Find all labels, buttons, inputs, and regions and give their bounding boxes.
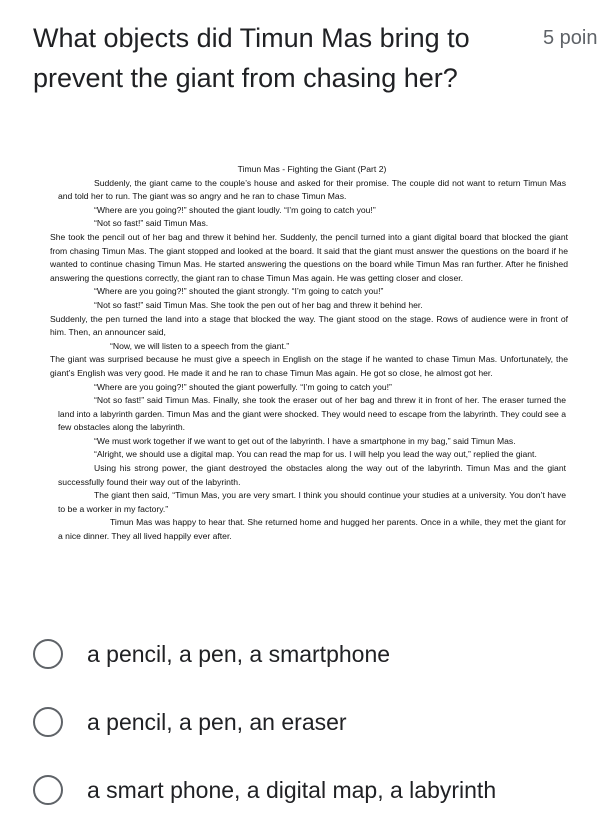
option-label: a pencil, a pen, an eraser (87, 708, 347, 735)
passage-paragraph: The giant then said, “Timun Mas, you are very smart. I think you should continue your studies at a university. You don’t have to be a worker in my factory.” (58, 490, 566, 514)
answer-options (33, 620, 593, 824)
passage-paragraph: Timun Mas was happy to hear that. She returned home and hugged her parents. Once in a while, they met the giant for a nice dinner. They all lived happily ever after. (58, 517, 566, 542)
option-pencil-pen-eraser[interactable] (33, 688, 593, 756)
passage-image (50, 163, 568, 544)
passage-paragraph: Suddenly, the giant came to the couple’s house and asked for their promise. The couple did not want to return Timun Mas and told her to run. The giant was so angry and he ran to chase Timun Mas. (58, 177, 566, 202)
passage-paragraph: Suddenly, the pen turned the land into a stage that blocked the way. The giant stood on the stage. Rows of audience were in front of him. Then, an announcer said, (50, 313, 568, 338)
passage-paragraph: “Alright, we should use a digital map. You can read the map for us. I will help you lead the way out,” replied the giant. (94, 449, 537, 460)
passage-paragraph: “Not so fast!” said Timun Mas. (94, 218, 209, 229)
radio-button[interactable] (33, 639, 63, 669)
passage-paragraph: Using his strong power, the giant destroyed the obstacles along the way out of the labyrinth. Timun Mas and the giant successfully found their way out of the labyrinth. (58, 463, 566, 487)
passage-paragraph: “Where are you going?!” shouted the giant strongly. “I’m going to catch you!” (94, 286, 384, 297)
option-label: a pencil, a pen, a smartphone (87, 640, 391, 667)
radio-button[interactable] (33, 775, 63, 805)
passage-title: Timun Mas - Fighting the Giant (Part 2) (237, 164, 387, 174)
passage-paragraph: The giant was surprised because he must give a speech in English on the stage if he wanted to chase Timun Mas. Unfortunately, the giant’s English was very good. He made it and he ran to chase Timun Mas again. He got so close, he almost got her. (50, 354, 568, 378)
radio-button[interactable] (33, 707, 63, 737)
option-pencil-pen-smartphone[interactable] (33, 620, 593, 688)
passage-paragraph: “We must work together if we want to get out of the labyrinth. I have a smartphone in my bag,” said Timun Mas. (94, 435, 516, 446)
question-text: What objects did Timun Mas bring to prevent the giant from chasing her? (33, 23, 470, 93)
passage-paragraph: “Not so fast!” said Timun Mas. She took the pen out of her bag and threw it behind her. (94, 299, 423, 310)
option-label: a smart phone, a digital map, a labyrinth (87, 776, 497, 803)
passage-paragraph: “Now, we will listen to a speech from the giant.” (110, 340, 290, 351)
passage-paragraph: She took the pencil out of her bag and threw it behind her. Suddenly, the pencil turned into a giant digital board that blocked the giant from chasing Timun Mas. The giant stopped and looked at the board. It said that the giant must answer the questions on the board if he wanted to continue chasing Timun Mas. He started answering the questions on the board while Timun Mas ran further. After he finished answering the questions correctly, the giant ran to chase Timun Mas again. He was getting closer and closer. (50, 231, 568, 283)
option-smartphone-map-labyrinth[interactable] (33, 756, 593, 824)
points-label: 5 poin (543, 27, 598, 49)
passage-paragraph: “Not so fast!” said Timun Mas. Finally, she took the eraser out of her bag and threw it in front of her. The eraser turned the land into a labyrinth garden. Timun Mas and the giant were shocked. They would need to escape from the labyrinth. They could see a few obstacles along the labyrinth. (58, 395, 566, 433)
passage-paragraph: “Where are you going?!” shouted the giant powerfully. “I’m going to catch you!” (94, 381, 392, 392)
passage-paragraph: “Where are you going?!” shouted the giant loudly. “I’m going to catch you!” (94, 204, 376, 215)
